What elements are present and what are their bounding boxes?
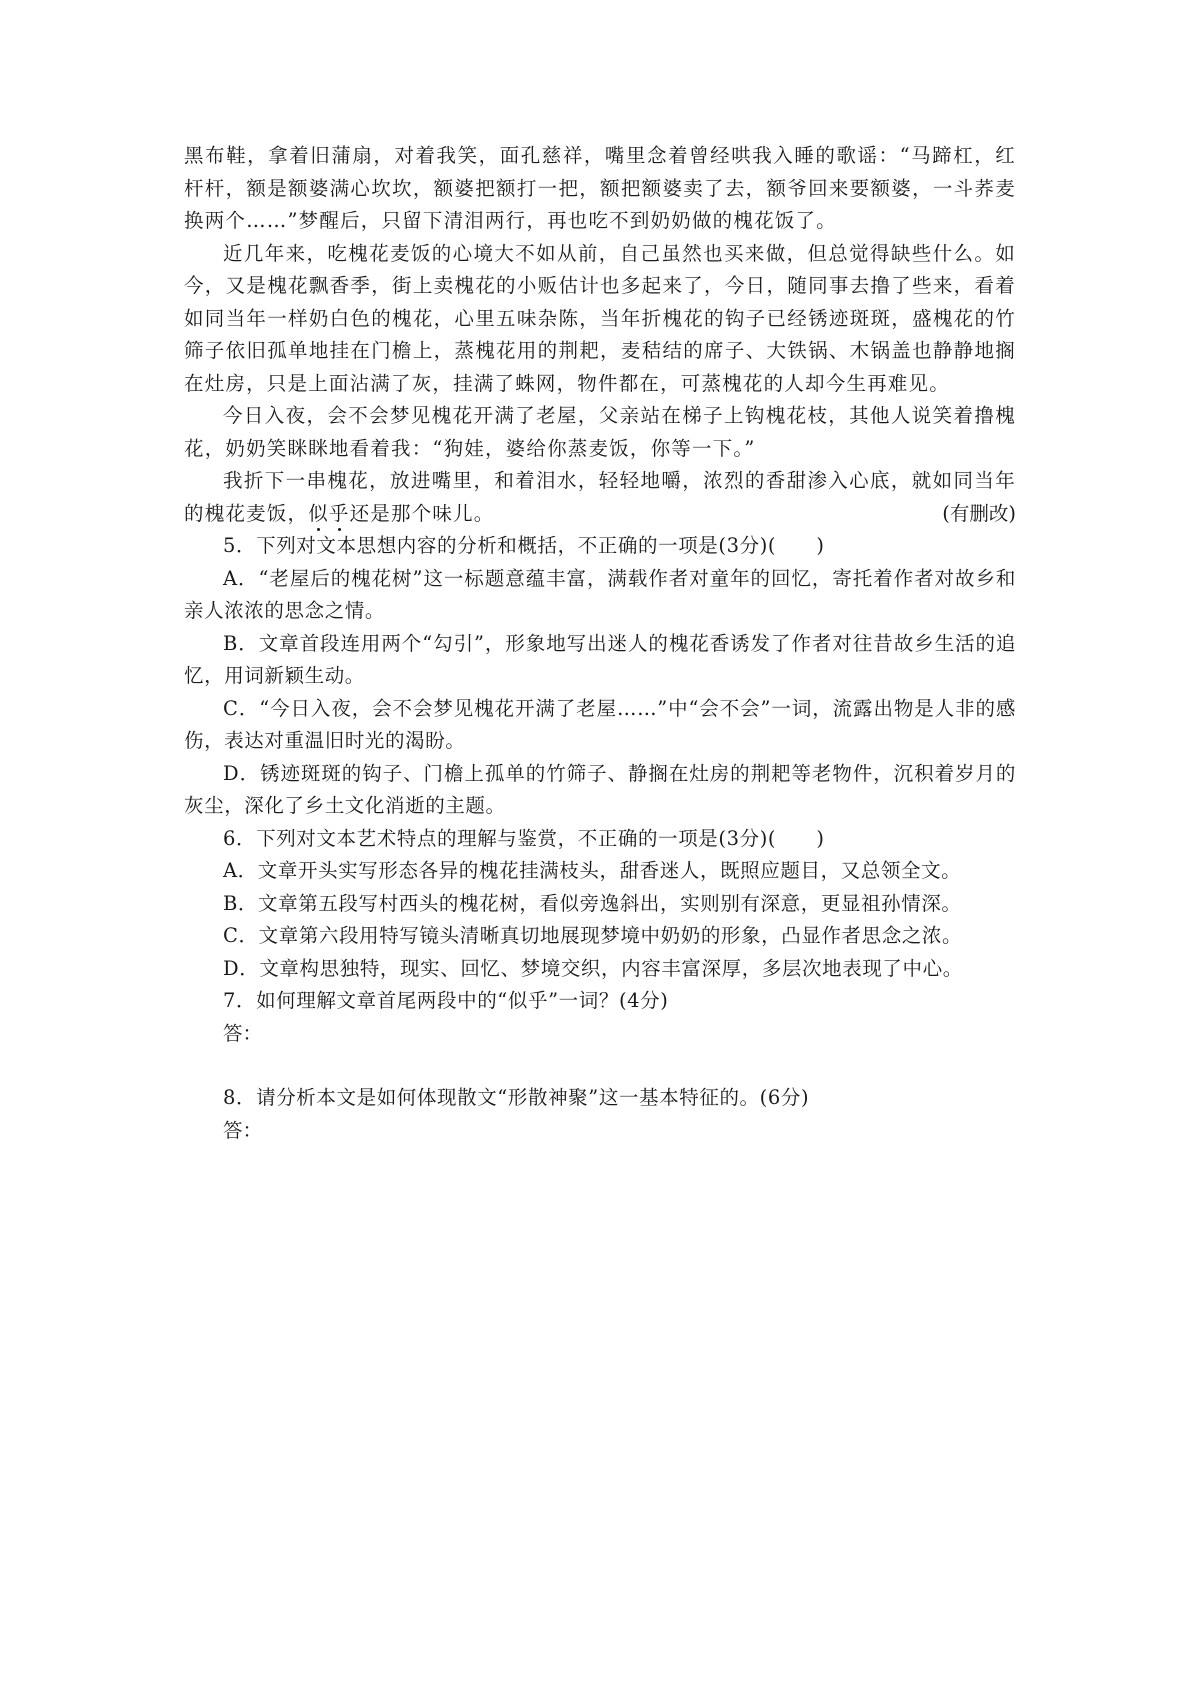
question-6-option-a: A．文章开头实写形态各异的槐花挂满枝头，甜香迷人，既照应题目，又总领全文。 [223, 859, 962, 882]
passage-paragraph-1: 黑布鞋，拿着旧蒲扇，对着我笑，面孔慈祥，嘴里念着曾经哄我入睡的歌谣：“马蹄杠，红杆杆，额是额婆满心坎坎，额婆把额打一把，额把额婆卖了去，额爷回来要额婆，一斗荞麦换两个……”梦醒后，只留下清泪两行，再也吃不到奶奶做的槐花饭了。 [184, 144, 1016, 232]
passage-paragraph-4 [184, 465, 1016, 530]
answer-space [184, 1050, 1016, 1082]
emphasis-char-hu: 乎 [328, 501, 350, 525]
source-note: (有删改) [942, 501, 1016, 525]
question-7-answer-label: 答： [223, 1021, 263, 1045]
passage-paragraph-3: 今日入夜，会不会梦见槐花开满了老屋，父亲站在梯子上钩槐花枝，其他人说笑着撸槐花，奶奶笑眯眯地看着我：“狗娃，婆给你蒸麦饭，你等一下。” [184, 404, 1016, 460]
question-5-option-d: D．锈迹斑斑的钩子、门檐上孤单的竹筛子、静搁在灶房的荆耙等老物件，沉积着岁月的灰尘，深化了乡土文化消逝的主题。 [184, 761, 1016, 817]
question-7-stem: 7．如何理解文章首尾两段中的“似乎”一词？(4分) [223, 989, 669, 1012]
passage-paragraph-2: 近几年来，吃槐花麦饭的心境大不如从前，自己虽然也买来做，但总觉得缺些什么。如今，又是槐花飘香季，街上卖槐花的小贩估计也多起来了，今日，随同事去撸了些来，看着如同当年一样奶白色的槐花，心里五味杂陈，当年折槐花的钩子已经锈迹斑斑，盛槐花的竹筛子依旧孤单地挂在门檐上，蒸槐花用的荆耙，麦秸结的席子、大铁锅、木锅盖也静静地搁在灶房，只是上面沾满了灰，挂满了蛛网，物件都在，可蒸槐花的人却今生再难见。 [184, 241, 1016, 395]
question-6-option-d: D．文章构思独特，现实、回忆、梦境交织，内容丰富深厚，多层次地表现了中心。 [223, 956, 963, 980]
question-6-stem: 6．下列对文本艺术特点的理解与鉴赏，不正确的一项是(3分)( ) [223, 826, 825, 850]
question-6-option-c: C．文章第六段用特写镜头清晰真切地展现梦境中奶奶的形象，凸显作者思念之浓。 [223, 924, 963, 947]
question-5-option-b: B．文章首段连用两个“勾引”，形象地写出迷人的槐花香诱发了作者对往昔故乡生活的追忆，用词新颖生动。 [184, 631, 1016, 687]
document-page [184, 140, 1016, 1147]
question-6-option-b: B．文章第五段写村西头的槐花树，看似旁逸斜出，实则别有深意，更显祖孙情深。 [223, 891, 962, 915]
question-8-stem: 8．请分析本文是如何体现散文“形散神聚”这一基本特征的。(6分) [223, 1086, 810, 1109]
passage-paragraph-4-text: 我折下一串槐花，放进嘴里，和着泪水，轻轻地嚼，浓烈的香甜渗入心底，就如同当年的槐花麦饭， [184, 469, 1016, 525]
question-5-option-c: C．“今日入夜，会不会梦见槐花开满了老屋……”中“会不会”一词，流露出物是人非的感伤，表达对重温旧时光的渴盼。 [184, 696, 1016, 752]
passage-paragraph-4-tail: 还是那个味儿。 [349, 501, 495, 525]
question-5-stem: 5．下列对文本思想内容的分析和概括，不正确的一项是(3分)( ) [223, 534, 825, 557]
emphasis-char-si: 似 [308, 501, 329, 525]
question-8-answer-label: 答： [223, 1118, 263, 1142]
question-5-option-a: A．“老屋后的槐花树”这一标题意蕴丰富，满载作者对童年的回忆，寄托着作者对故乡和亲人浓浓的思念之情。 [184, 566, 1016, 622]
